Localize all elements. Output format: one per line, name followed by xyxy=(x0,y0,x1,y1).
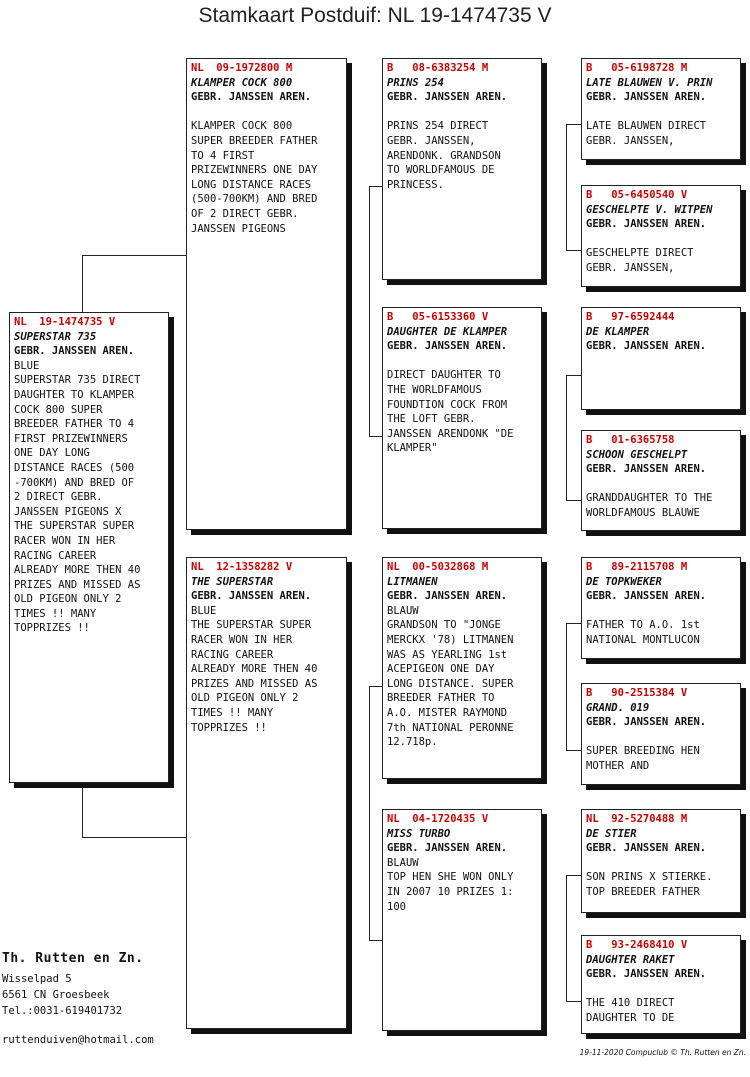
breeder: GEBR. JANSSEN AREN. xyxy=(586,716,707,729)
pigeon-color: BLUE xyxy=(191,604,217,617)
pigeon-name: DE STIER xyxy=(586,827,637,840)
pigeon-name: SCHOON GESCHELPT xyxy=(586,448,688,461)
pigeon-note: KLAMPER COCK 800 SUPER BREEDER FATHER TO 4 FIRST PRIZEWINNERS ONE DAY LONG DISTANCE RACES (500-700KM) AND BRED OF 2 DIRECT GEBR. JANSSEN PIGEONS xyxy=(191,120,318,235)
pigeon-note: SUPER BREEDING HEN MOTHER AND xyxy=(586,745,700,772)
ring-number: NL 09-1972800 M xyxy=(191,62,293,74)
ring-number: B 01-6365758 xyxy=(586,434,675,446)
connector-line xyxy=(566,875,581,876)
pigeon-name: DE TOPKWEKER xyxy=(586,575,662,588)
pigeon-name: SUPERSTAR 735 xyxy=(14,330,97,343)
pigeon-name: MISS TURBO xyxy=(387,827,451,840)
pigeon-name: DE KLAMPER xyxy=(586,325,650,338)
ring-number: NL 00-5032868 M xyxy=(387,561,489,573)
connector-line xyxy=(566,375,581,376)
owner-name: Th. Rutten en Zn. xyxy=(2,951,144,966)
ring-number: B 93-2468410 V xyxy=(586,939,688,951)
connector-line xyxy=(566,124,581,125)
pigeon-name: LATE BLAUWEN V. PRIN xyxy=(586,76,713,89)
ggp-card-2[interactable] xyxy=(581,185,741,287)
owner-city: 6561 CN Groesbeek xyxy=(2,989,110,1001)
ring-number: B 05-6198728 M xyxy=(586,62,688,74)
breeder: GEBR. JANSSEN AREN. xyxy=(586,842,707,855)
connector-line xyxy=(566,500,581,501)
pigeon-note: PRINS 254 DIRECT GEBR. JANSSEN, ARENDONK. GRANDSON TO WORLDFAMOUS DE PRINCESS. xyxy=(387,120,501,191)
footer-credit: 19-11-2020 Compuclub © Th. Rutten en Zn. xyxy=(579,1048,746,1057)
breeder: GEBR. JANSSEN AREN. xyxy=(387,340,508,353)
page-title: Stamkaart Postduif: NL 19-1474735 V xyxy=(198,4,552,27)
pigeon-note: THE 410 DIRECT DAUGHTER TO DE xyxy=(586,997,675,1024)
pigeon-color: BLAUW xyxy=(387,604,419,617)
pigeon-name: GESCHELPTE V. WITPEN xyxy=(586,203,713,216)
breeder: GEBR. JANSSEN AREN. xyxy=(586,218,707,231)
pigeon-note: TOP HEN SHE WON ONLY IN 2007 10 PRIZES 1: 100 xyxy=(387,871,514,913)
owner-email[interactable]: ruttenduiven@hotmail.com xyxy=(2,1034,154,1046)
owner-phone: Tel.:0031-619401732 xyxy=(2,1005,123,1017)
breeder: GEBR. JANSSEN AREN. xyxy=(586,463,707,476)
breeder: GEBR. JANSSEN AREN. xyxy=(191,590,312,603)
breeder: GEBR. JANSSEN AREN. xyxy=(387,91,508,104)
ggp-card-8[interactable] xyxy=(581,935,741,1034)
sire-card[interactable] xyxy=(186,58,347,530)
pigeon-name: THE SUPERSTAR xyxy=(191,575,274,588)
dam-dam-card[interactable] xyxy=(382,809,542,1031)
breeder: GEBR. JANSSEN AREN. xyxy=(586,590,707,603)
connector-line xyxy=(369,686,382,687)
connector-line xyxy=(566,1001,581,1002)
ring-number: B 89-2115708 M xyxy=(586,561,688,573)
connector-line xyxy=(566,250,581,251)
pigeon-note: GRANDDAUGHTER TO THE WORLDFAMOUS BLAUWE xyxy=(586,492,713,519)
ring-number: NL 12-1358282 V xyxy=(191,561,293,573)
pigeon-name: GRAND. 019 xyxy=(586,701,650,714)
pigeon-color: BLAUW xyxy=(387,856,419,869)
pigeon-note: LATE BLAUWEN DIRECT GEBR. JANSSEN, xyxy=(586,120,707,147)
dam-sire-card[interactable] xyxy=(382,557,542,779)
ggp-card-5[interactable] xyxy=(581,557,741,659)
pigeon-note: GRANDSON TO "JONGE MERCKX '78) LITMANEN WAS AS YEARLING 1st ACEPIGEON ONE DAY LONG DISTANCE. SUPER BREEDER FATHER TO A.O. MISTER RAYMOND 7th NATIONAL PERONNE 12.718p. xyxy=(387,619,514,749)
ring-number: B 97-6592444 xyxy=(586,311,675,323)
pigeon-name: DAUGHTER RAKET xyxy=(586,953,675,966)
breeder: GEBR. JANSSEN AREN. xyxy=(387,842,508,855)
connector-line xyxy=(566,623,581,624)
ring-number: B 90-2515384 V xyxy=(586,687,688,699)
connector-line xyxy=(566,375,567,500)
ring-number: NL 92-5270488 M xyxy=(586,813,688,825)
connector-line xyxy=(566,124,567,250)
connector-line xyxy=(82,255,186,256)
pigeon-note: SUPERSTAR 735 DIRECT DAUGHTER TO KLAMPER COCK 800 SUPER BREEDER FATHER TO 4 FIRST PRIZEWINNERS ONE DAY LONG DISTANCE RACES (500 -700KM) AND BRED OF 2 DIRECT GEBR. JANSSEN PIGEONS X THE SUPERSTAR SUPER RACER WON IN HER RACING CAREER ALREADY MORE THEN 40 PRIZES AND MISSED AS OLD PIGEON ONLY 2 TIMES !! MANY TOPPRIZES !! xyxy=(14,374,141,635)
pigeon-note: DIRECT DAUGHTER TO THE WORLDFAMOUS FOUNDTION COCK FROM THE LOFT GEBR. JANSSEN ARENDONK "DE KLAMPER" xyxy=(387,369,514,455)
breeder: GEBR. JANSSEN AREN. xyxy=(14,345,135,358)
connector-line xyxy=(82,255,83,313)
sire-sire-card[interactable] xyxy=(382,58,542,280)
ggp-card-1[interactable] xyxy=(581,58,741,160)
pigeon-name: LITMANEN xyxy=(387,575,438,588)
connector-line xyxy=(82,783,83,837)
pigeon-color: BLUE xyxy=(14,359,40,372)
connector-line xyxy=(566,750,581,751)
ring-number: B 05-6450540 V xyxy=(586,189,688,201)
ggp-card-4[interactable] xyxy=(581,430,741,531)
breeder: GEBR. JANSSEN AREN. xyxy=(586,340,707,353)
breeder: GEBR. JANSSEN AREN. xyxy=(586,968,707,981)
pigeon-note: SON PRINS X STIERKE. TOP BREEDER FATHER xyxy=(586,871,713,898)
connector-line xyxy=(369,436,382,437)
owner-street: Wisselpad 5 xyxy=(2,973,72,985)
connector-line xyxy=(369,186,382,187)
subject-card[interactable] xyxy=(9,312,169,783)
ring-number: NL 04-1720435 V xyxy=(387,813,489,825)
ggp-card-3[interactable] xyxy=(581,307,741,410)
ring-number: B 08-6383254 M xyxy=(387,62,489,74)
pigeon-name: DAUGHTER DE KLAMPER xyxy=(387,325,508,338)
connector-line xyxy=(369,186,370,436)
pigeon-note: THE SUPERSTAR SUPER RACER WON IN HER RACING CAREER ALREADY MORE THEN 40 PRIZES AND MISSED AS OLD PIGEON ONLY 2 TIMES !! MANY TOPPRIZES !! xyxy=(191,619,318,734)
connector-line xyxy=(566,623,567,750)
breeder: GEBR. JANSSEN AREN. xyxy=(191,91,312,104)
breeder: GEBR. JANSSEN AREN. xyxy=(387,590,508,603)
ggp-card-6[interactable] xyxy=(581,683,741,785)
ring-number: B 05-6153360 V xyxy=(387,311,489,323)
pigeon-name: KLAMPER COCK 800 xyxy=(191,76,293,89)
connector-line xyxy=(82,837,186,838)
ggp-card-7[interactable] xyxy=(581,809,741,913)
connector-line xyxy=(566,875,567,1001)
pigeon-note: GESCHELPTE DIRECT GEBR. JANSSEN, xyxy=(586,247,694,274)
pigeon-name: PRINS 254 xyxy=(387,76,444,89)
sire-dam-card[interactable] xyxy=(382,307,542,529)
pigeon-note: FATHER TO A.O. 1st NATIONAL MONTLUCON xyxy=(586,619,700,646)
ring-number: NL 19-1474735 V xyxy=(14,316,116,328)
breeder: GEBR. JANSSEN AREN. xyxy=(586,91,707,104)
connector-line xyxy=(369,686,370,940)
connector-line xyxy=(369,940,382,941)
dam-card[interactable] xyxy=(186,557,347,1029)
